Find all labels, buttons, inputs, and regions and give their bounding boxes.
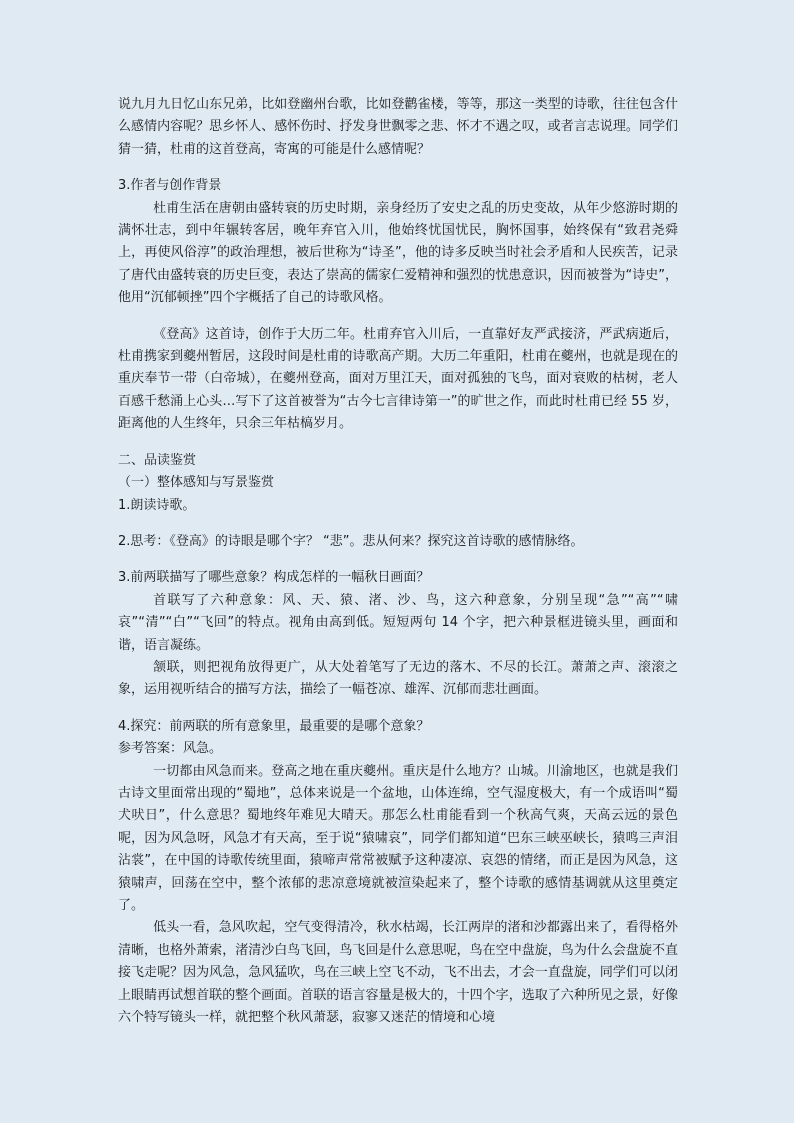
- second-couplet-paragraph: 颔联，则把视角放得更广，从大处着笔写了无边的落木、不尽的长江。萧萧之声、滚滚之象，运用视听结合的描写方法，描绘了一幅苍凉、雄浑、沉郁而悲壮画面。: [118, 659, 678, 698]
- intro-paragraph: 说九月九日忆山东兄弟，比如登幽州台歌，比如登鹳雀楼，等等，那这一类型的诗歌，往往包含什么感情内容呢？思乡怀人、感怀伤时、抒发身世飘零之悲、怀才不遇之叹，或者言志说理。同学们猜一猜，杜甫的这首登高，寄寓的可能是什么感情呢？: [118, 97, 678, 157]
- section-heading-author: 3.作者与创作背景: [118, 178, 222, 194]
- reference-answer: 参考答案：风急。: [118, 741, 223, 757]
- document-body: [118, 94, 678, 1029]
- subsection-heading: （一）整体感知与写景鉴赏: [118, 475, 275, 491]
- question-1: 1.朗读诗歌。: [118, 497, 196, 513]
- scene-paragraph: 低头一看，急风吹起，空气变得清冷，秋水枯竭，长江两岸的渚和沙都露出来了，看得格外清晰，也格外萧索，渚清沙白鸟飞回，鸟飞回是什么意思呢，鸟在空中盘旋，鸟为什么会盘旋不直接飞走呢？因为风急，急风猛吹，鸟在三峡上空飞不动，飞不出去，才会一直盘旋，同学们可以闭上眼睛再试想首联的整个画面。首联的语言容量是极大的，十四个字，选取了六种所见之景，好像六个特写镜头一样，就把整个秋风萧瑟，寂寥又迷茫的情境和心境: [118, 920, 678, 1026]
- question-2: 2.思考：《登高》的诗眼是哪个字？ “悲”。悲从何来？探究这首诗歌的感情脉络。: [118, 533, 584, 549]
- first-couplet-paragraph: 首联写了六种意象：风、天、猿、渚、沙、鸟，这六种意象，分别呈现“急”“高”“啸哀”“清”“白”“飞回”的特点。视角由高到低。短短两句 14 个字，把六种景框进镜头里，画面和谐，语言凝练。: [118, 592, 678, 653]
- question-3: 3.前两联描写了哪些意象？构成怎样的一幅秋日画面？: [118, 570, 430, 586]
- wind-paragraph: 一切都由风急而来。登高之地在重庆夔州。重庆是什么地方？山城。川渝地区，也就是我们古诗文里面常出现的“蜀地”，总体来说是一个盆地，山体连绵，空气湿度极大，有一个成语叫“蜀犬吠日”，什么意思？蜀地终年难见大晴天。那怎么杜甫能看到一个秋高气爽，天高云远的景色呢，因为风急呀，风急才有天高，至于说“猿啸哀”，同学们都知道“巴东三峡巫峡长，猿鸣三声泪沾裳”，在中国的诗歌传统里面，猿啼声常常被赋予这种凄凉、哀怨的情绪，而正是因为风急，这猿啸声，回荡在空中，整个浓郁的悲凉意境就被渲染起来了，整个诗歌的感情基调就从这里奠定了。: [118, 763, 678, 913]
- author-paragraph: 杜甫生活在唐朝由盛转衰的历史时期，亲身经历了安史之乱的历史变故，从年少悠游时期的满怀壮志，到中年辗转客居，晚年弃官入川，他始终忧国忧民，胸怀国事，始终保有“致君尧舜上，再使风俗淳”的政治理想，被后世称为“诗圣”，他的诗多反映当时社会矛盾和人民疾苦，记录了唐代由盛转衰的历史巨变，表达了崇高的儒家仁爱精神和强烈的忧患意识，因而被誉为“诗史”，他用“沉郁顿挫”四个字概括了自己的诗歌风格。: [118, 200, 678, 306]
- section-heading-appreciation: 二、品读鉴赏: [118, 452, 197, 468]
- question-4: 4.探究：前两联的所有意象里，最重要的是哪个意象？: [118, 718, 430, 734]
- background-paragraph: 《登高》这首诗，创作于大历二年。杜甫弃官入川后，一直靠好友严武接济，严武病逝后，杜甫携家到夔州暂居，这段时间是杜甫的诗歌高产期。大历二年重阳，杜甫在夔州，也就是现在的重庆奉节一带（白帝城），在夔州登高，面对万里江天，面对孤独的飞鸟，面对衰败的枯树，老人百感千愁涌上心头…写下了这首被誉为“古今七言律诗第一”的旷世之作，而此时杜甫已经 55 岁，距离他的人生终年，只余三年枯槁岁月。: [118, 326, 678, 432]
